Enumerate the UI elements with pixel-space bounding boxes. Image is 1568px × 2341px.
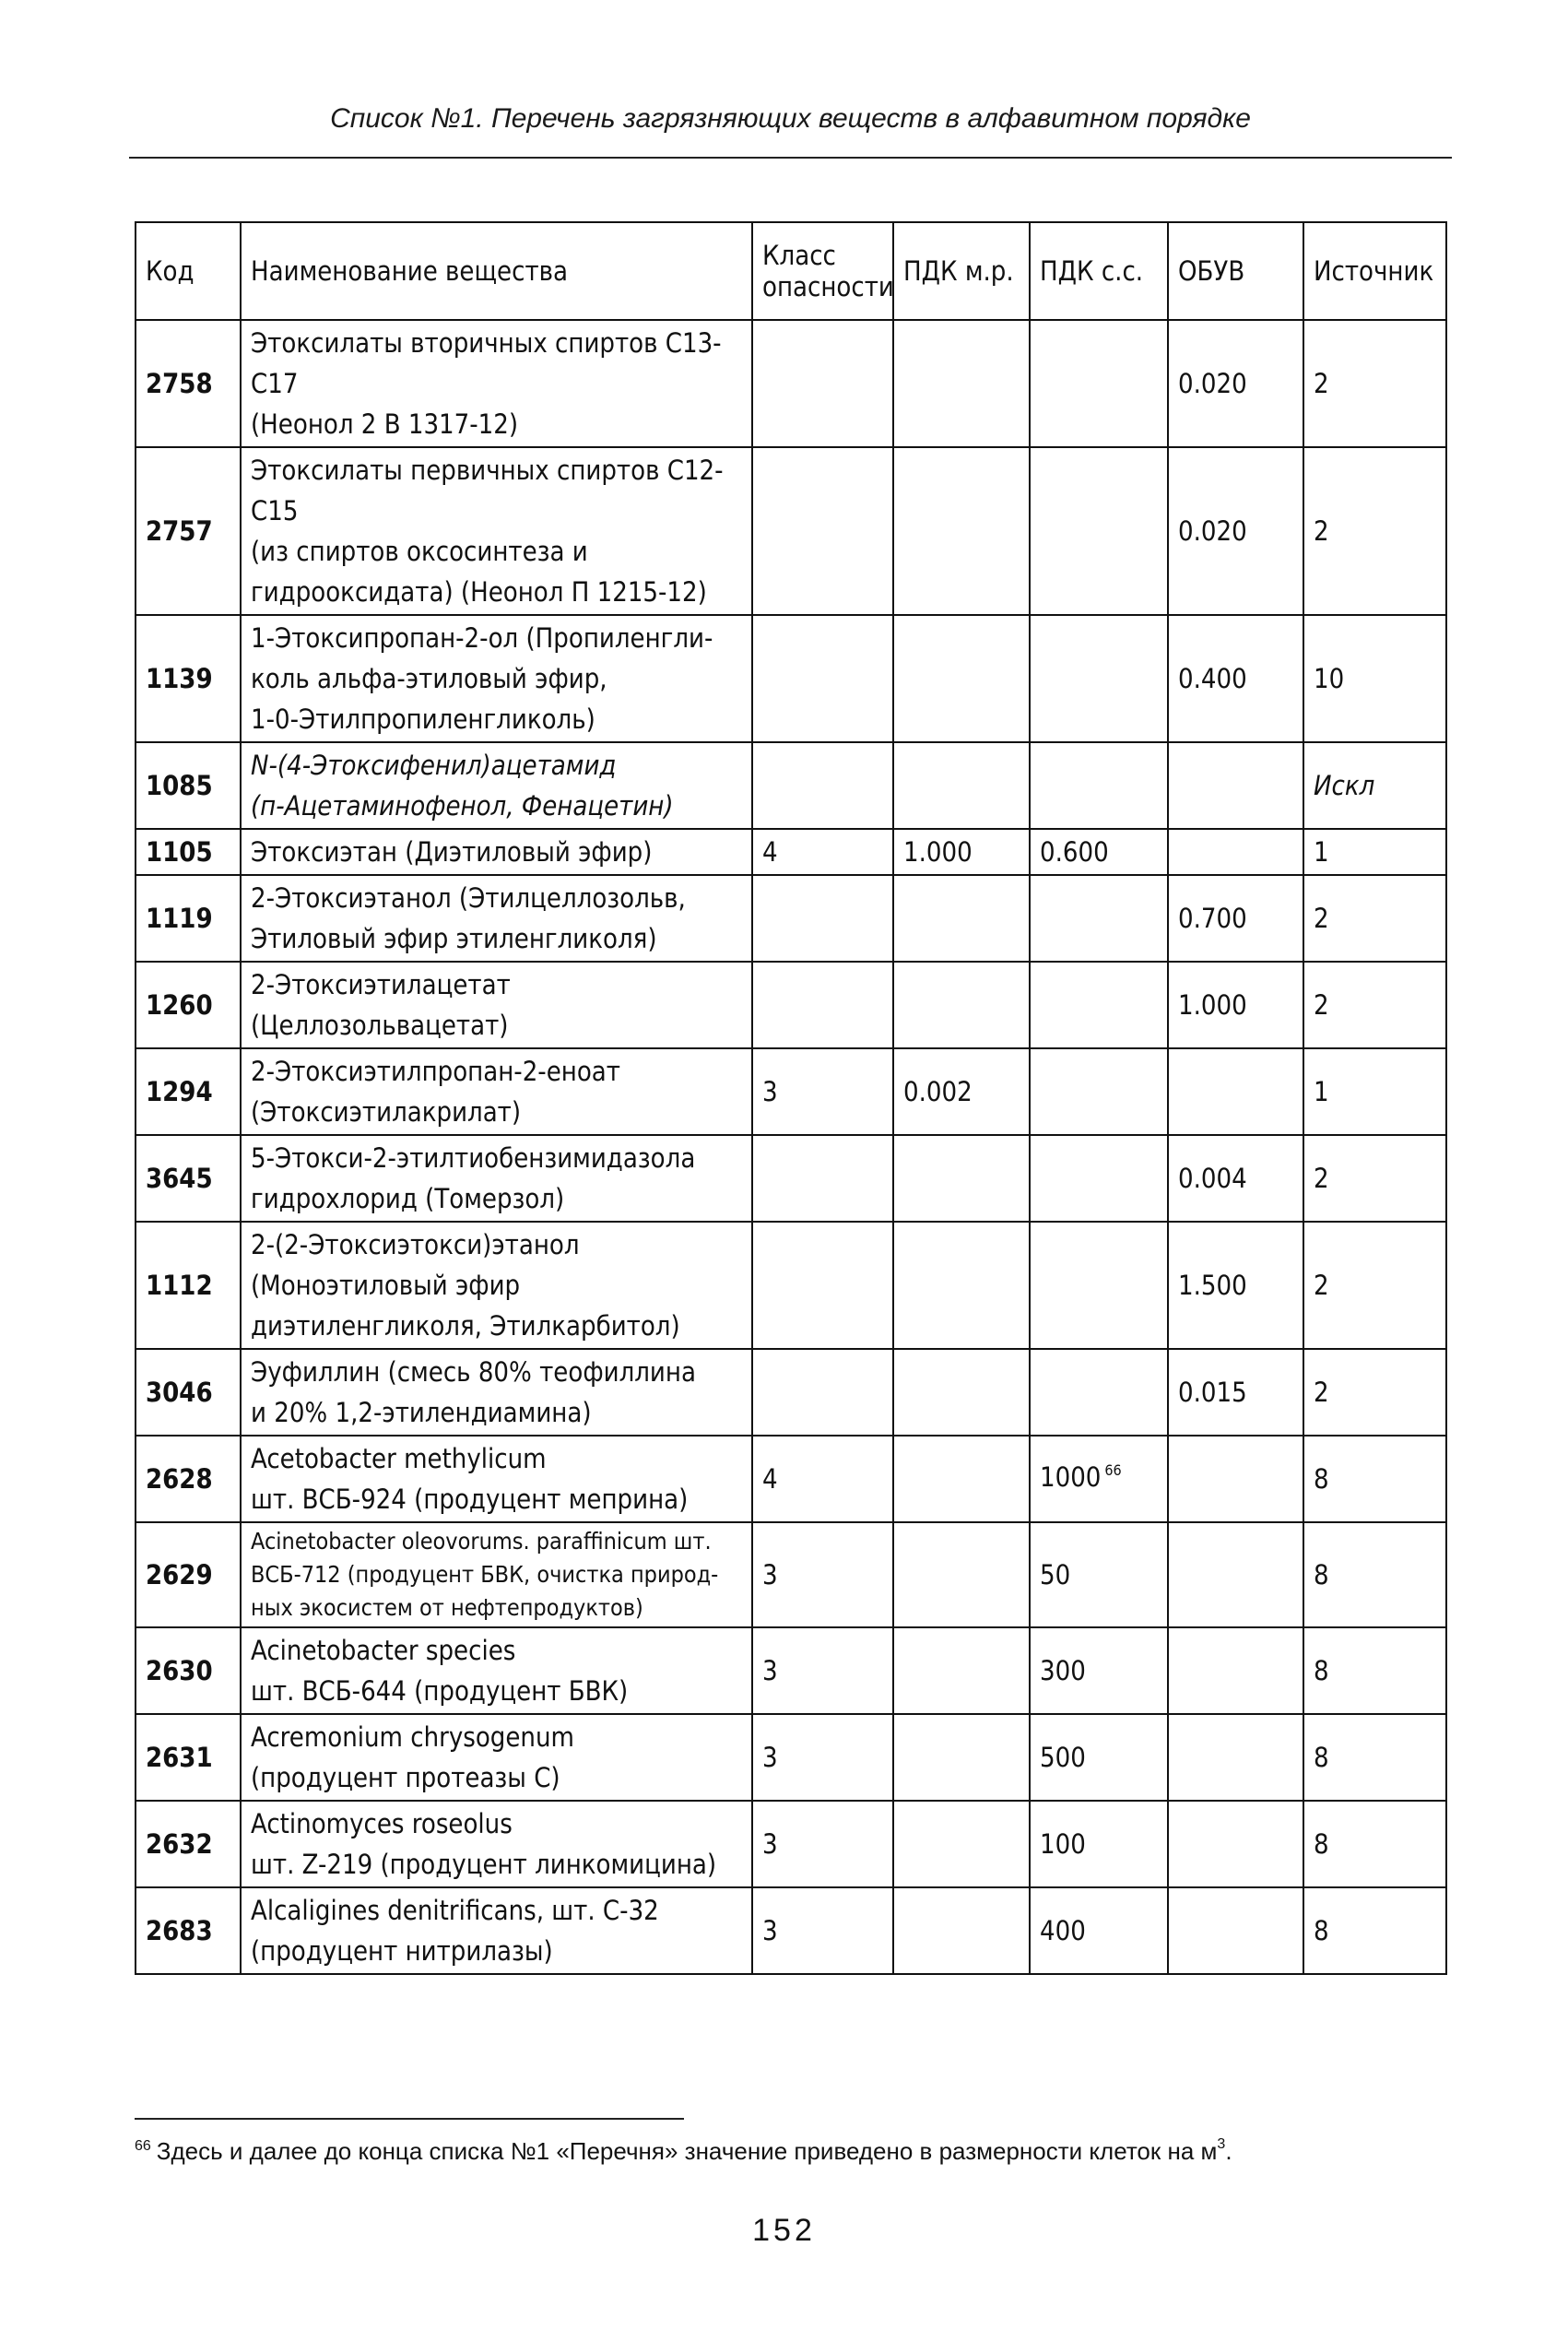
table-row bbox=[136, 1436, 1446, 1522]
cell-pdk-mr bbox=[893, 1714, 1030, 1801]
cell-obuv bbox=[1168, 829, 1303, 875]
cell-obuv: 0.700 bbox=[1168, 875, 1303, 962]
cell-pdk-ss bbox=[1030, 829, 1168, 875]
cell-name-line: (Этоксиэтилакрилат) bbox=[251, 1096, 522, 1128]
cell-name-line: ных экосистем от нефтепродуктов) bbox=[251, 1594, 643, 1621]
footnote-end: . bbox=[1225, 2137, 1232, 2165]
cell-name-line: шт. ВСБ-924 (продуцент меприна) bbox=[251, 1484, 689, 1515]
cell-obuv bbox=[1168, 1436, 1303, 1522]
cell-pdk-mr bbox=[893, 962, 1030, 1048]
cell-source: 1 bbox=[1303, 1048, 1446, 1135]
cell-code: 1112 bbox=[136, 1222, 241, 1349]
cell-pdk-ss bbox=[1030, 1522, 1168, 1627]
cell-name-line: 1-Этоксипропан-2-ол (Пропиленгли- bbox=[251, 622, 713, 654]
cell-obuv bbox=[1168, 1522, 1303, 1627]
table-row bbox=[136, 447, 1446, 615]
cell-name-line: Acinetobacter oleovorums. paraffinicum шт. bbox=[251, 1528, 712, 1555]
cell-name-line: (Неонол 2 В 1317-12) bbox=[251, 408, 519, 440]
cell-pdk-mr bbox=[893, 1627, 1030, 1714]
cell-pdk-mr bbox=[893, 742, 1030, 829]
cell-name-line: 1-0-Этилпропиленгликоль) bbox=[251, 703, 595, 735]
cell-code: 3645 bbox=[136, 1135, 241, 1222]
cell-hazard-class: 3 bbox=[752, 1048, 893, 1135]
cell-name-line: 2-Этоксиэтилацетат bbox=[251, 969, 511, 1000]
cell-name bbox=[241, 1436, 752, 1522]
header-rule bbox=[129, 157, 1452, 159]
table-row bbox=[136, 1349, 1446, 1436]
cell-hazard-class: 3 bbox=[752, 1887, 893, 1974]
cell-code: 2630 bbox=[136, 1627, 241, 1714]
table-row bbox=[136, 1222, 1446, 1349]
cell-obuv bbox=[1168, 742, 1303, 829]
cell-name-line: Actinomyces roseolus bbox=[251, 1808, 513, 1839]
cell-name-line: (продуцент нитрилазы) bbox=[251, 1935, 553, 1967]
cell-hazard-class: 3 bbox=[752, 1627, 893, 1714]
cell-name-line: гидрооксидата) (Неонол П 1215-12) bbox=[251, 576, 707, 608]
header-obuv: ОБУВ bbox=[1168, 222, 1303, 320]
running-head: Список №1. Перечень загрязняющих веществ в алфавитном порядке bbox=[330, 103, 1251, 134]
cell-obuv: 0.015 bbox=[1168, 1349, 1303, 1436]
cell-source: 2 bbox=[1303, 1135, 1446, 1222]
cell-code: 2757 bbox=[136, 447, 241, 615]
cell-name bbox=[241, 1349, 752, 1436]
cell-hazard-class: 4 bbox=[752, 1436, 893, 1522]
cell-obuv bbox=[1168, 1627, 1303, 1714]
cell-name bbox=[241, 742, 752, 829]
table-row bbox=[136, 320, 1446, 447]
cell-name-line: 2-Этоксиэтанол (Этилцеллозольв, bbox=[251, 882, 686, 914]
cell-name-line: гидрохлорид (Томерзол) bbox=[251, 1183, 565, 1214]
cell-code: 2631 bbox=[136, 1714, 241, 1801]
cell-pdk-ss-value: 500 bbox=[1040, 1742, 1086, 1773]
cell-pdk-mr: 0.002 bbox=[893, 1048, 1030, 1135]
cell-pdk-ss bbox=[1030, 1627, 1168, 1714]
cell-name-line: (Моноэтиловый эфир bbox=[251, 1270, 521, 1301]
cell-code: 1260 bbox=[136, 962, 241, 1048]
cell-name-line: Этоксилаты вторичных спиртов C13-C17 bbox=[251, 327, 722, 399]
cell-name-line: диэтиленгликоля, Этилкарбитол) bbox=[251, 1310, 680, 1342]
cell-hazard-class bbox=[752, 320, 893, 447]
cell-name-line: (из спиртов оксосинтеза и bbox=[251, 536, 588, 567]
cell-source: 8 bbox=[1303, 1714, 1446, 1801]
cell-name bbox=[241, 1222, 752, 1349]
cell-code: 1294 bbox=[136, 1048, 241, 1135]
cell-obuv: 0.020 bbox=[1168, 447, 1303, 615]
page-number: 152 bbox=[752, 2213, 816, 2248]
cell-hazard-class: 3 bbox=[752, 1522, 893, 1627]
footnote-rule bbox=[135, 2118, 684, 2120]
table-row bbox=[136, 875, 1446, 962]
cell-obuv bbox=[1168, 1801, 1303, 1887]
cell-name bbox=[241, 1714, 752, 1801]
footnote-text: Здесь и далее до конца списка №1 «Перечня» значение приведено в размерности клеток на м bbox=[156, 2137, 1218, 2165]
cell-name-line: шт. ВСБ-644 (продуцент БВК) bbox=[251, 1675, 629, 1707]
header-hazard-class-line1: Класс bbox=[762, 240, 836, 271]
cell-name bbox=[241, 1801, 752, 1887]
cell-name-line: шт. Z-219 (продуцент линкомицина) bbox=[251, 1849, 717, 1880]
table-row bbox=[136, 829, 1446, 875]
cell-pdk-ss bbox=[1030, 320, 1168, 447]
cell-source: 2 bbox=[1303, 1222, 1446, 1349]
table-row bbox=[136, 962, 1446, 1048]
cell-pdk-mr bbox=[893, 1222, 1030, 1349]
cell-name-line: коль альфа-этиловый эфир, bbox=[251, 663, 607, 694]
cell-hazard-class bbox=[752, 962, 893, 1048]
cell-name-line: N-(4-Этоксифенил)ацетамид bbox=[251, 750, 617, 781]
cell-pdk-ss-value: 0.600 bbox=[1040, 836, 1109, 868]
cell-name-line: Этоксиэтан (Диэтиловый эфир) bbox=[251, 836, 653, 868]
cell-source: 8 bbox=[1303, 1887, 1446, 1974]
cell-pdk-mr bbox=[893, 1349, 1030, 1436]
cell-hazard-class: 3 bbox=[752, 1714, 893, 1801]
footnote bbox=[135, 2137, 1444, 2166]
table-header-row bbox=[136, 222, 1446, 320]
cell-name-line: Acetobacter methylicum bbox=[251, 1443, 547, 1474]
cell-hazard-class bbox=[752, 1135, 893, 1222]
cell-pdk-ss-value: 400 bbox=[1040, 1915, 1086, 1946]
cell-name bbox=[241, 1627, 752, 1714]
cell-pdk-mr bbox=[893, 875, 1030, 962]
cell-hazard-class bbox=[752, 447, 893, 615]
table-row bbox=[136, 1135, 1446, 1222]
cell-name-line: Acinetobacter species bbox=[251, 1635, 516, 1666]
cell-hazard-class bbox=[752, 742, 893, 829]
cell-name bbox=[241, 1522, 752, 1627]
cell-code: 1085 bbox=[136, 742, 241, 829]
cell-pdk-ss bbox=[1030, 1048, 1168, 1135]
cell-pdk-ss bbox=[1030, 1887, 1168, 1974]
cell-hazard-class: 4 bbox=[752, 829, 893, 875]
cell-pdk-ss bbox=[1030, 875, 1168, 962]
cell-obuv: 0.004 bbox=[1168, 1135, 1303, 1222]
cell-pdk-ss-value: 100 bbox=[1040, 1828, 1086, 1860]
cell-name bbox=[241, 1048, 752, 1135]
header-pdk-ss: ПДК с.с. bbox=[1030, 222, 1168, 320]
cell-source: 10 bbox=[1303, 615, 1446, 742]
cell-name-line: 2-(2-Этоксиэтокси)этанол bbox=[251, 1229, 580, 1260]
cell-pdk-mr bbox=[893, 1522, 1030, 1627]
cell-pdk-mr bbox=[893, 320, 1030, 447]
cell-name bbox=[241, 1887, 752, 1974]
substances-table bbox=[135, 221, 1447, 1975]
cell-pdk-ss bbox=[1030, 962, 1168, 1048]
cell-name bbox=[241, 615, 752, 742]
cell-obuv bbox=[1168, 1048, 1303, 1135]
cell-source: 2 bbox=[1303, 875, 1446, 962]
cell-pdk-ss-value: 300 bbox=[1040, 1655, 1086, 1686]
cell-name-line: 2-Этоксиэтилпропан-2-еноат bbox=[251, 1056, 620, 1087]
cell-source: 8 bbox=[1303, 1627, 1446, 1714]
cell-hazard-class bbox=[752, 1222, 893, 1349]
cell-source: 1 bbox=[1303, 829, 1446, 875]
header-hazard-class-line2: опасности bbox=[762, 271, 894, 302]
cell-obuv: 1.000 bbox=[1168, 962, 1303, 1048]
cell-code: 2758 bbox=[136, 320, 241, 447]
table-row bbox=[136, 1801, 1446, 1887]
cell-code: 2628 bbox=[136, 1436, 241, 1522]
cell-obuv: 0.020 bbox=[1168, 320, 1303, 447]
header-name: Наименование вещества bbox=[241, 222, 752, 320]
cell-obuv: 0.400 bbox=[1168, 615, 1303, 742]
cell-pdk-ss bbox=[1030, 1222, 1168, 1349]
cell-code: 3046 bbox=[136, 1349, 241, 1436]
cell-name bbox=[241, 962, 752, 1048]
cell-source: 8 bbox=[1303, 1522, 1446, 1627]
cell-code: 2632 bbox=[136, 1801, 241, 1887]
cell-hazard-class: 3 bbox=[752, 1801, 893, 1887]
cell-pdk-ss bbox=[1030, 1349, 1168, 1436]
cell-pdk-ss bbox=[1030, 447, 1168, 615]
table-row bbox=[136, 615, 1446, 742]
cell-source: 2 bbox=[1303, 447, 1446, 615]
cell-name-line: Этиловый эфир этиленгликоля) bbox=[251, 923, 657, 954]
cell-pdk-ss bbox=[1030, 1714, 1168, 1801]
cell-pdk-mr bbox=[893, 1887, 1030, 1974]
table-row bbox=[136, 1627, 1446, 1714]
cell-obuv bbox=[1168, 1714, 1303, 1801]
header-hazard-class bbox=[752, 222, 893, 320]
header-code: Код bbox=[136, 222, 241, 320]
cell-pdk-ss-value: 1000 bbox=[1040, 1460, 1102, 1493]
cell-hazard-class bbox=[752, 615, 893, 742]
cell-source: Искл bbox=[1303, 742, 1446, 829]
cell-pdk-ss bbox=[1030, 1135, 1168, 1222]
footnote-mark: 66 bbox=[135, 2138, 151, 2154]
header-pdk-mr: ПДК м.р. bbox=[893, 222, 1030, 320]
cell-pdk-ss-value: 50 bbox=[1040, 1559, 1071, 1590]
cell-pdk-ss bbox=[1030, 742, 1168, 829]
cell-name-line: ВСБ-712 (продуцент БВК, очистка природ- bbox=[251, 1561, 719, 1588]
cell-pdk-mr bbox=[893, 1135, 1030, 1222]
footnote-reference: 66 bbox=[1104, 1460, 1122, 1479]
cell-obuv: 1.500 bbox=[1168, 1222, 1303, 1349]
cell-name bbox=[241, 829, 752, 875]
cell-pdk-mr bbox=[893, 615, 1030, 742]
cell-name-line: Acremonium chrysogenum bbox=[251, 1721, 574, 1753]
cell-code: 2683 bbox=[136, 1887, 241, 1974]
cell-pdk-mr bbox=[893, 1801, 1030, 1887]
cell-code: 1139 bbox=[136, 615, 241, 742]
cell-name-line: (продуцент протеазы С) bbox=[251, 1762, 560, 1793]
cell-source: 8 bbox=[1303, 1801, 1446, 1887]
table-row bbox=[136, 1887, 1446, 1974]
cell-name-line: Alcaligines denitrificans, шт. С-32 bbox=[251, 1895, 659, 1926]
cell-name-line: (Целлозольвацетат) bbox=[251, 1010, 509, 1041]
table-row bbox=[136, 1522, 1446, 1627]
cell-name-line: Этоксилаты первичных спиртов C12-C15 bbox=[251, 455, 724, 526]
cell-name-line: (п-Ацетаминофенол, Фенацетин) bbox=[251, 790, 674, 822]
cell-name bbox=[241, 320, 752, 447]
table-row bbox=[136, 742, 1446, 829]
cell-name bbox=[241, 447, 752, 615]
cell-pdk-ss bbox=[1030, 615, 1168, 742]
cell-source: 2 bbox=[1303, 320, 1446, 447]
cell-name bbox=[241, 1135, 752, 1222]
cell-pdk-mr bbox=[893, 447, 1030, 615]
cell-hazard-class bbox=[752, 875, 893, 962]
cell-name bbox=[241, 875, 752, 962]
cell-pdk-mr: 1.000 bbox=[893, 829, 1030, 875]
cell-code: 2629 bbox=[136, 1522, 241, 1627]
cell-code: 1119 bbox=[136, 875, 241, 962]
header-source: Источник bbox=[1303, 222, 1446, 320]
cell-source: 2 bbox=[1303, 1349, 1446, 1436]
cell-pdk-ss bbox=[1030, 1436, 1168, 1522]
footnote-unit-power: 3 bbox=[1217, 2136, 1226, 2152]
cell-obuv bbox=[1168, 1887, 1303, 1974]
cell-pdk-ss bbox=[1030, 1801, 1168, 1887]
cell-pdk-mr bbox=[893, 1436, 1030, 1522]
cell-name-line: Эуфиллин (смесь 80% теофиллина bbox=[251, 1356, 696, 1388]
cell-name-line: и 20% 1,2-этилендиамина) bbox=[251, 1397, 592, 1428]
cell-code: 1105 bbox=[136, 829, 241, 875]
cell-hazard-class bbox=[752, 1349, 893, 1436]
cell-source: 2 bbox=[1303, 962, 1446, 1048]
table-row bbox=[136, 1714, 1446, 1801]
cell-name-line: 5-Этокси-2-этилтиобензимидазола bbox=[251, 1142, 696, 1174]
cell-source: 8 bbox=[1303, 1436, 1446, 1522]
table-row bbox=[136, 1048, 1446, 1135]
